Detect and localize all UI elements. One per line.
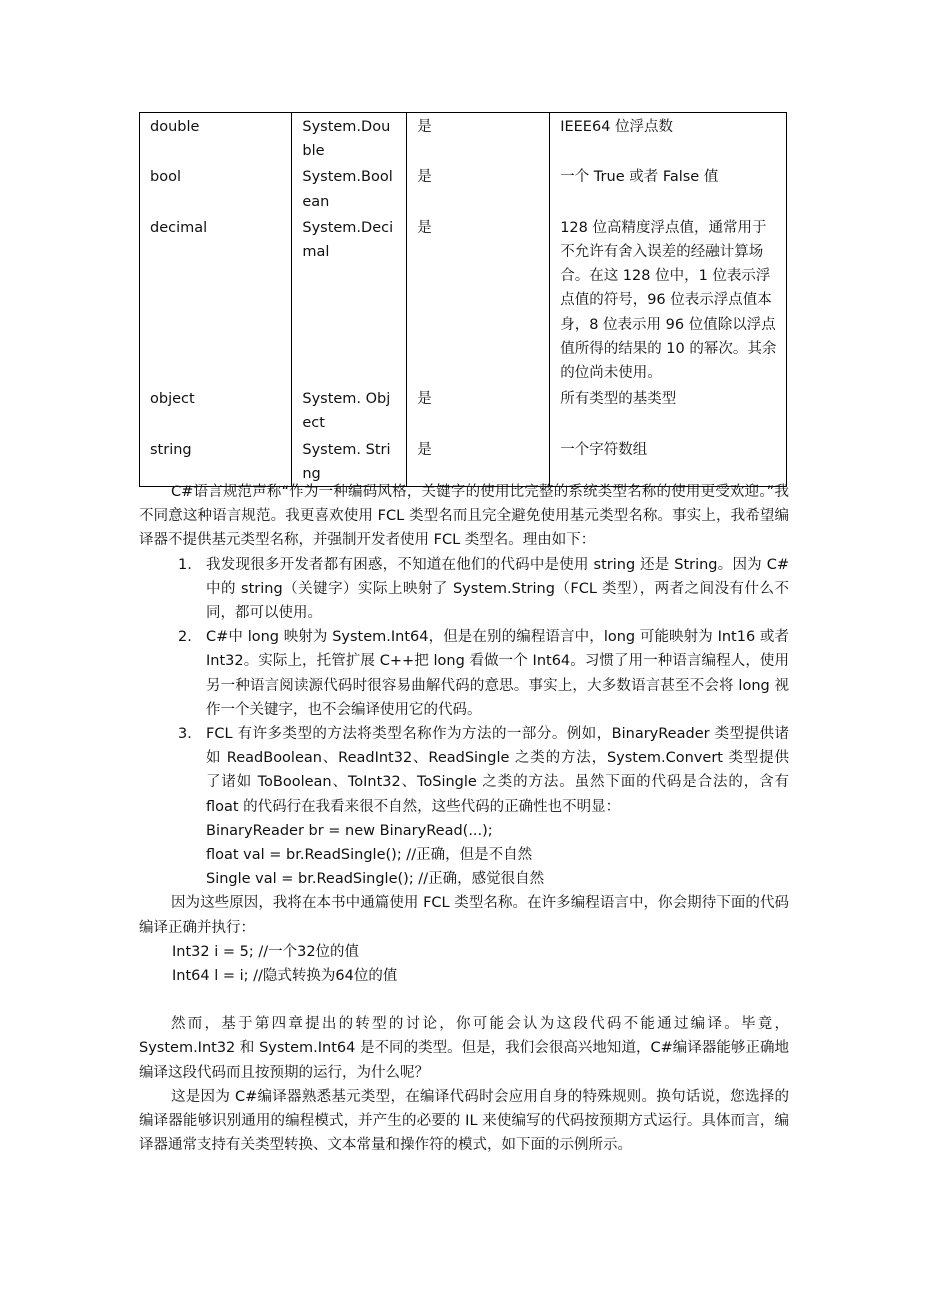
- code-line: BinaryReader br = new BinaryRead(...);: [206, 822, 493, 839]
- type-cell: bool: [140, 163, 292, 213]
- fcl-type-cell: System. Object: [292, 385, 407, 435]
- code-line: Int64 l = i; //隐式转换为64位的值: [172, 968, 398, 985]
- list-text: 我发现很多开发者都有困惑，不知道在他们的代码中是使用 string 还是 String。因为 C#中的 string（关键字）实际上映射了 System.String（FCL 类型），两者之间没有什么不同，都可以使用。: [206, 556, 789, 622]
- table-row: [140, 436, 787, 487]
- description-cell: 128 位高精度浮点值，通常用于不允许有舍入误差的经融计算场合。在这 128 位中，1 位表示浮点值的符号，96 位表示浮点值本身，8 位表示用 96 位值除以浮点值所得的结果的 10 的幂次。其余的位尚未使用。: [550, 214, 787, 385]
- cls-compliant-cell: 是: [407, 385, 550, 435]
- description-cell: 一个字符数组: [550, 436, 787, 487]
- description-cell: 一个 True 或者 False 值: [550, 163, 787, 213]
- body-text: [139, 480, 789, 1157]
- reasons-list: [139, 553, 789, 819]
- cls-compliant-cell: 是: [407, 214, 550, 385]
- list-text: C#中 long 映射为 System.Int64，但是在别的编程语言中，long 可能映射为 Int16 或者 Int32。实际上，托管扩展 C++把 long 看做一个 Int64。习惯了用一种语言编程人，使用另一种语言阅读源代码时很容易曲解代码的意思。事实上，大多数语言甚至不会将 long 视作一个关键字，也不会编译使用它的代码。: [206, 629, 789, 718]
- paragraph-cast: 然而，基于第四章提出的转型的讨论，你可能会认为这段代码不能通过编译。毕竟，System.Int32 和 System.Int64 是不同的类型。但是，我们会很高兴地知道，C#编译器能够正确地编译这段代码而且按预期的运行，为什么呢？: [139, 1016, 789, 1081]
- spacer: [139, 988, 789, 1012]
- cls-compliant-cell: 是: [407, 113, 550, 164]
- list-item: [139, 625, 789, 722]
- type-cell: object: [140, 385, 292, 435]
- code-line: Single val = br.ReadSingle(); //正确，感觉很自然: [206, 871, 545, 888]
- code-line: Int32 i = 5; //一个32位的值: [172, 943, 360, 960]
- table-row: [140, 385, 787, 435]
- paragraph-reasons: 因为这些原因，我将在本书中通篇使用 FCL 类型名称。在许多编程语言中，你会期待下面的代码编译正确并执行：: [139, 895, 789, 936]
- table-row: [140, 163, 787, 213]
- paragraph-compiler: 这是因为 C#编译器熟悉基元类型，在编译代码时会应用自身的特殊规则。换句话说，您选择的编译器能够识别通用的编程模式，并产生的必要的 IL 来使编写的代码按预期方式运行。具体而言，编译器通常支持有关类型转换、文本常量和操作符的模式，如下面的示例所示。: [139, 1088, 789, 1154]
- type-cell: string: [140, 436, 292, 487]
- list-number: 1.: [178, 556, 192, 573]
- fcl-type-cell: System.Decimal: [292, 214, 407, 385]
- code-block-int: [139, 940, 789, 988]
- type-cell: double: [140, 113, 292, 164]
- list-text: FCL 有许多类型的方法将类型名称作为方法的一部分。例如，BinaryReader 类型提供诸如 ReadBoolean、ReadInt32、ReadSingle 之类的方法，System.Convert 类型提供了诸如 ToBoolean、ToInt32、ToSingle 之类的方法。虽然下面的代码是合法的，含有 float 的代码行在我看来很不自然，这些代码的正确性也不明显：: [206, 726, 789, 815]
- list-number: 3.: [178, 726, 192, 743]
- fcl-type-cell: System.Boolean: [292, 163, 407, 213]
- cls-compliant-cell: 是: [407, 436, 550, 487]
- type-cell: decimal: [140, 214, 292, 385]
- description-cell: 所有类型的基类型: [550, 385, 787, 435]
- code-line: float val = br.ReadSingle(); //正确，但是不自然: [206, 847, 533, 864]
- cls-compliant-cell: 是: [407, 163, 550, 213]
- list-number: 2.: [178, 629, 192, 646]
- list-item: [139, 553, 789, 626]
- list-item: [139, 722, 789, 819]
- code-block-binaryreader: [139, 819, 789, 892]
- table-row: [140, 113, 787, 164]
- fcl-type-cell: System.Double: [292, 113, 407, 164]
- table-row: [140, 214, 787, 385]
- description-cell: IEEE64 位浮点数: [550, 113, 787, 164]
- fcl-type-cell: System. String: [292, 436, 407, 487]
- paragraph-intro: C#语言规范声称“作为一种编码风格，关键字的使用比完整的系统类型名称的使用更受欢迎。”我不同意这种语言规范。我更喜欢使用 FCL 类型名而且完全避免使用基元类型名称。事实上，我希望编译器不提供基元类型名称，并强制开发者使用 FCL 类型名。理由如下：: [139, 484, 789, 549]
- primitive-type-table: [139, 112, 787, 487]
